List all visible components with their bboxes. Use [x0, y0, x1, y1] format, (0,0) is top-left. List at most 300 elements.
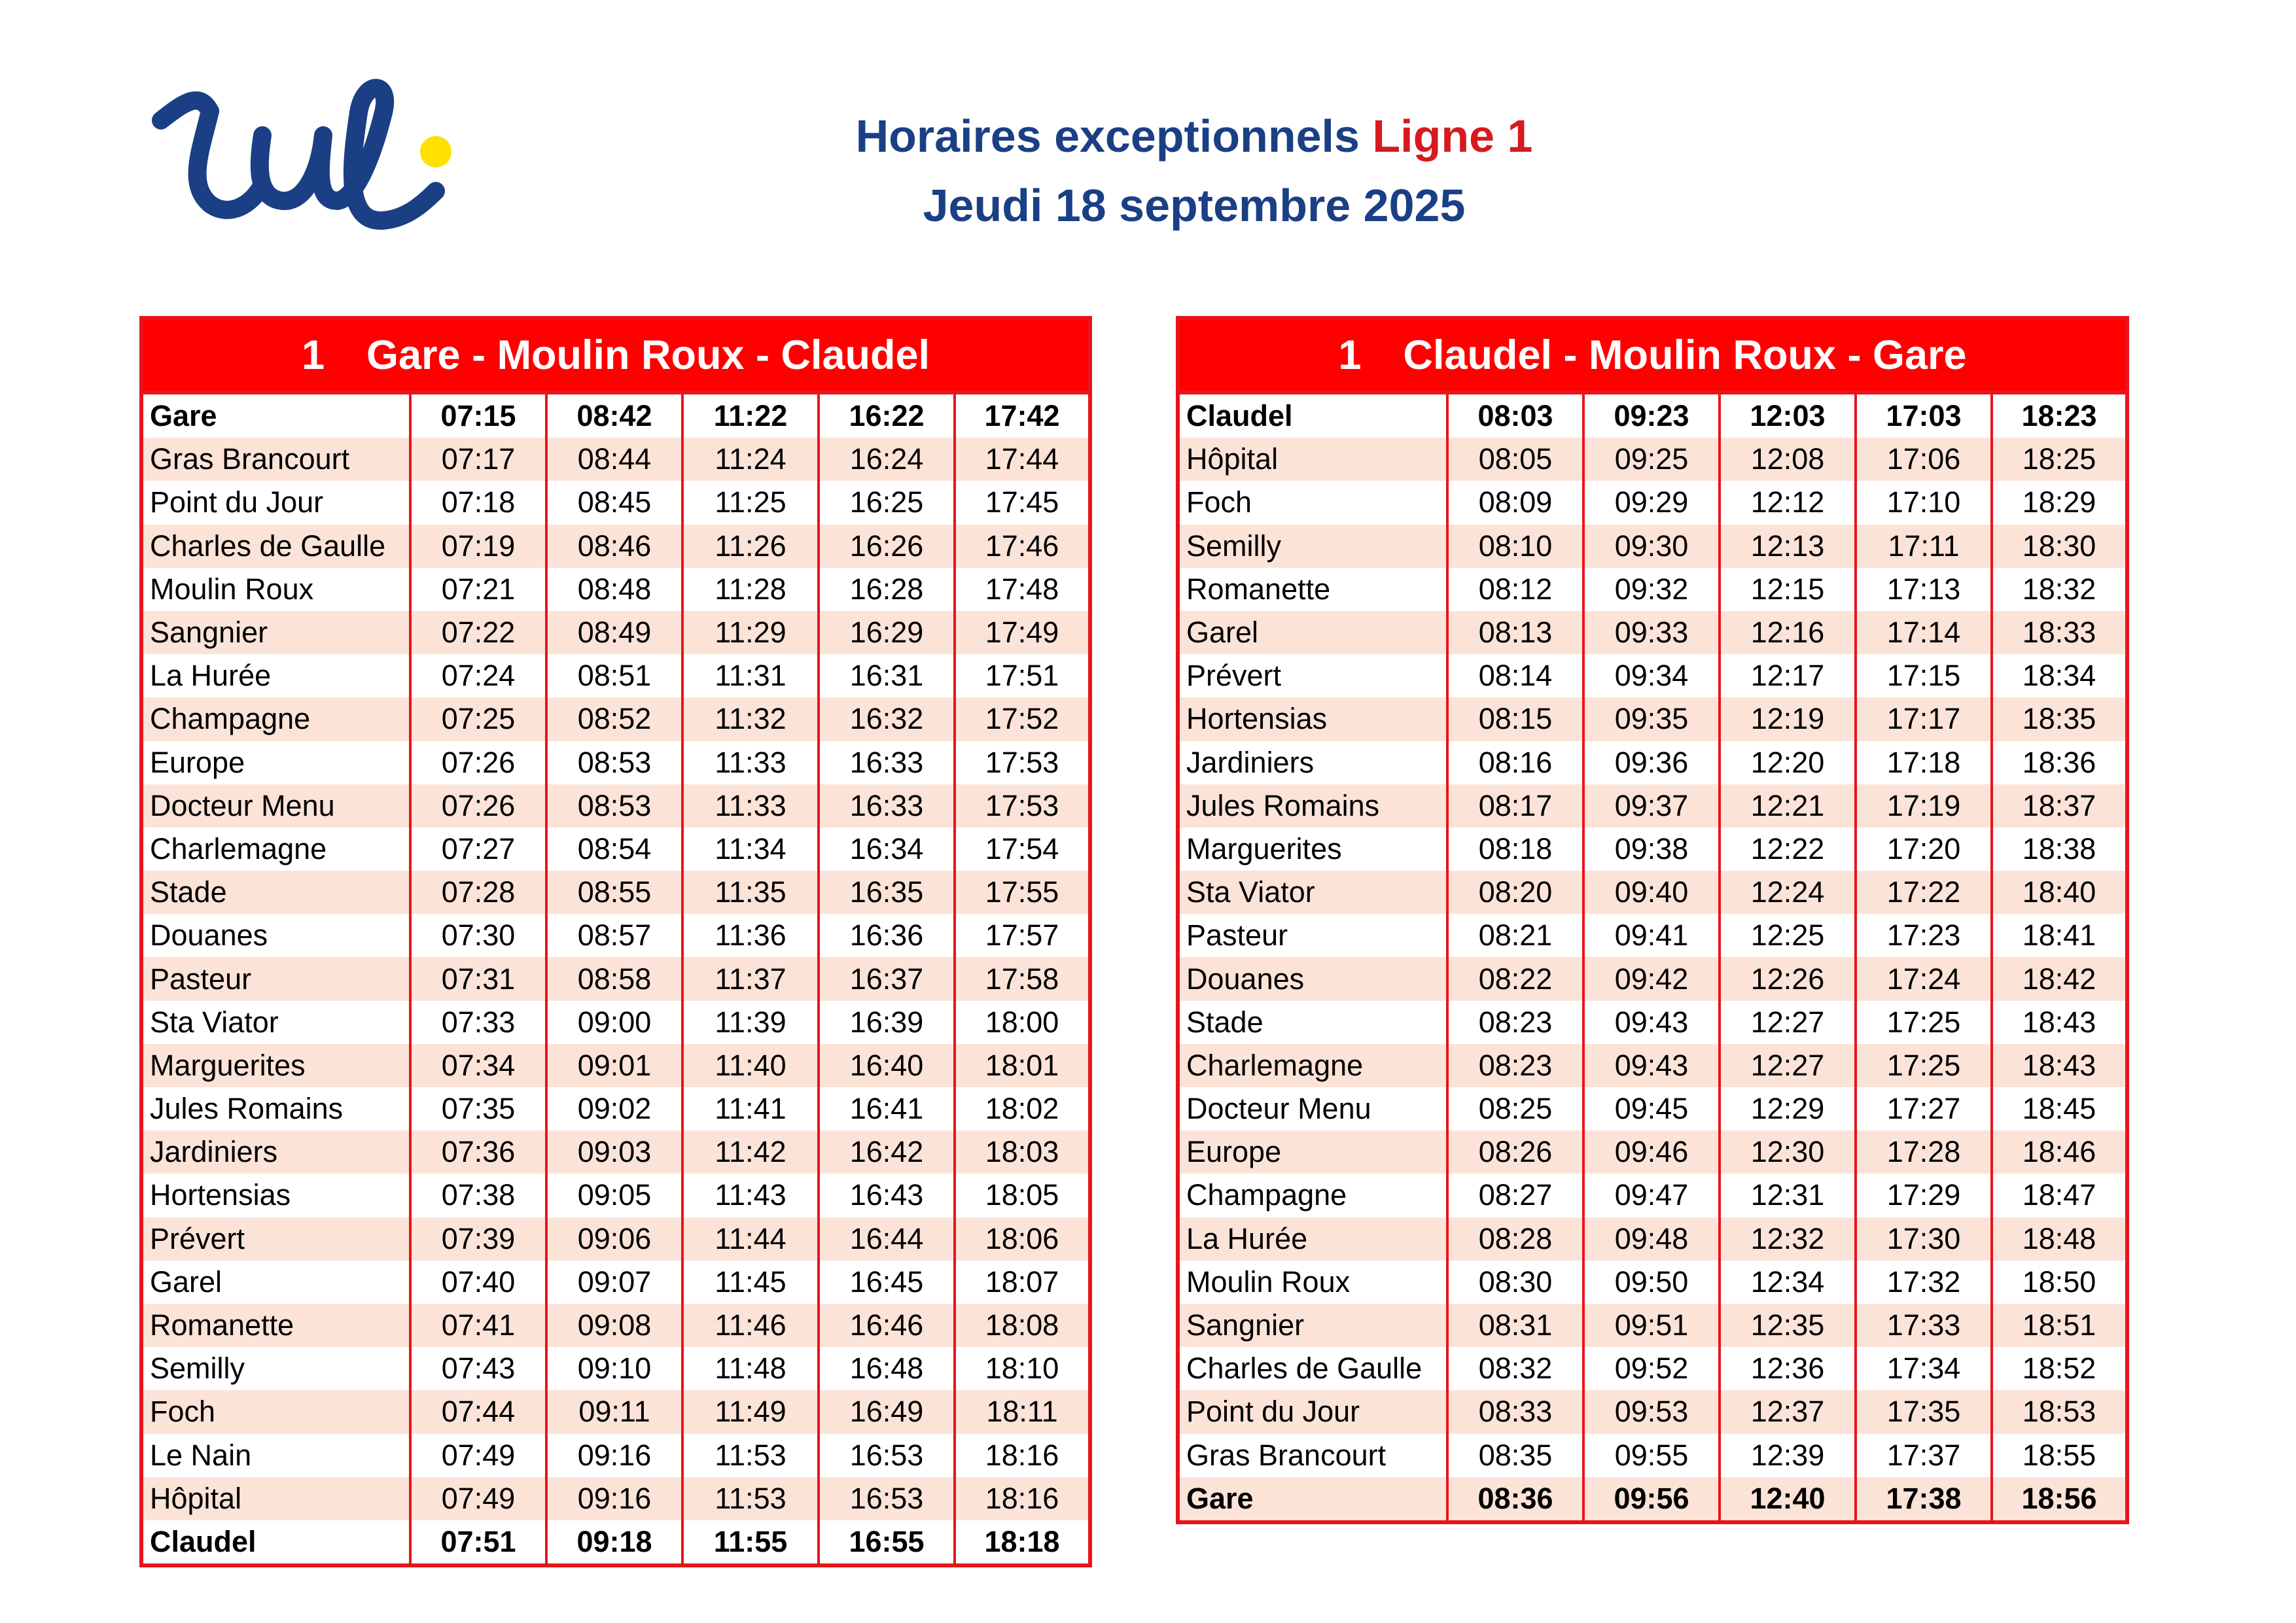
departure-time: 12:26: [1720, 957, 1856, 1000]
departure-time: 12:27: [1720, 1044, 1856, 1087]
departure-time: 17:51: [955, 654, 1090, 697]
stop-name: Hortensias: [141, 1174, 410, 1217]
stop-row: [1178, 828, 2127, 871]
departure-time: 09:33: [1583, 611, 1720, 654]
stop-row: [1178, 1434, 2127, 1477]
departure-time: 08:44: [546, 438, 682, 481]
departure-time: 18:05: [955, 1174, 1090, 1217]
stop-name: Jardiniers: [141, 1130, 410, 1174]
departure-time: 07:49: [410, 1434, 546, 1477]
stop-name: Europe: [1178, 1130, 1447, 1174]
stop-row: [1178, 697, 2127, 741]
departure-time: 09:10: [546, 1347, 682, 1390]
timetable-outbound: [139, 316, 1092, 1567]
departure-time: 07:33: [410, 1001, 546, 1044]
stop-row: [141, 957, 1090, 1000]
departure-time: 11:40: [682, 1044, 819, 1087]
departure-time: 09:07: [546, 1261, 682, 1304]
departure-time: 08:26: [1447, 1130, 1583, 1174]
stop-row: [1178, 1044, 2127, 1087]
stop-name: Pasteur: [1178, 914, 1447, 957]
stop-row: [141, 1434, 1090, 1477]
stop-row: [141, 871, 1090, 914]
departure-time: 17:30: [1856, 1217, 1992, 1261]
departure-time: 17:53: [955, 741, 1090, 784]
departure-time: 07:49: [410, 1477, 546, 1520]
stop-row: [141, 654, 1090, 697]
departure-time: 08:55: [546, 871, 682, 914]
stop-name: Marguerites: [141, 1044, 410, 1087]
stop-row: [1178, 654, 2127, 697]
stop-row: [1178, 393, 2127, 438]
departure-time: 17:35: [1856, 1390, 1992, 1433]
departure-time: 11:28: [682, 568, 819, 611]
departure-time: 07:39: [410, 1217, 546, 1261]
departure-time: 09:08: [546, 1304, 682, 1347]
departure-time: 12:35: [1720, 1304, 1856, 1347]
departure-time: 16:42: [819, 1130, 955, 1174]
departure-time: 07:34: [410, 1044, 546, 1087]
departure-time: 16:39: [819, 1001, 955, 1044]
departure-time: 09:00: [546, 1001, 682, 1044]
departure-time: 07:38: [410, 1174, 546, 1217]
departure-time: 09:23: [1583, 393, 1720, 438]
departure-time: 18:53: [1992, 1390, 2127, 1433]
departure-time: 16:43: [819, 1174, 955, 1217]
departure-time: 18:11: [955, 1390, 1090, 1433]
departure-time: 18:07: [955, 1261, 1090, 1304]
departure-time: 07:15: [410, 393, 546, 438]
departure-time: 16:45: [819, 1261, 955, 1304]
departure-time: 18:56: [1992, 1477, 2127, 1522]
departure-time: 11:25: [682, 481, 819, 524]
logo-yellow-dot: [420, 136, 451, 167]
departure-time: 12:22: [1720, 828, 1856, 871]
departure-time: 11:34: [682, 828, 819, 871]
departure-time: 17:57: [955, 914, 1090, 957]
stop-name: Prévert: [1178, 654, 1447, 697]
departure-time: 09:11: [546, 1390, 682, 1433]
stop-name: Gare: [1178, 1477, 1447, 1522]
stop-name: Docteur Menu: [141, 784, 410, 828]
stop-name: Semilly: [1178, 525, 1447, 568]
line-number: 1: [301, 332, 325, 378]
departure-time: 12:19: [1720, 697, 1856, 741]
departure-time: 08:35: [1447, 1434, 1583, 1477]
departure-time: 16:34: [819, 828, 955, 871]
departure-time: 17:45: [955, 481, 1090, 524]
departure-time: 11:29: [682, 611, 819, 654]
timetable-body: [1178, 393, 2127, 1522]
departure-time: 16:55: [819, 1520, 955, 1565]
stop-row: [1178, 1261, 2127, 1304]
stop-row: [1178, 1304, 2127, 1347]
stop-name: Romanette: [1178, 568, 1447, 611]
timetable-return: [1176, 316, 2129, 1524]
departure-time: 08:49: [546, 611, 682, 654]
departure-time: 11:35: [682, 871, 819, 914]
departure-time: 08:28: [1447, 1217, 1583, 1261]
departure-time: 08:52: [546, 697, 682, 741]
departure-time: 11:55: [682, 1520, 819, 1565]
departure-time: 09:40: [1583, 871, 1720, 914]
departure-time: 11:43: [682, 1174, 819, 1217]
departure-time: 11:32: [682, 697, 819, 741]
departure-time: 17:46: [955, 525, 1090, 568]
stop-name: Claudel: [1178, 393, 1447, 438]
departure-time: 08:21: [1447, 914, 1583, 957]
departure-time: 12:17: [1720, 654, 1856, 697]
departure-time: 16:32: [819, 697, 955, 741]
stop-row: [1178, 1087, 2127, 1130]
departure-time: 08:13: [1447, 611, 1583, 654]
departure-time: 12:03: [1720, 393, 1856, 438]
departure-time: 12:24: [1720, 871, 1856, 914]
departure-time: 18:34: [1992, 654, 2127, 697]
departure-time: 12:37: [1720, 1390, 1856, 1433]
departure-time: 07:35: [410, 1087, 546, 1130]
line-number: 1: [1338, 332, 1362, 378]
departure-time: 17:53: [955, 784, 1090, 828]
stop-row: [141, 828, 1090, 871]
departure-time: 16:28: [819, 568, 955, 611]
title-line-1: [739, 101, 1649, 171]
timetable-header: [1178, 318, 2127, 393]
departure-time: 17:22: [1856, 871, 1992, 914]
departure-time: 09:06: [546, 1217, 682, 1261]
departure-time: 09:16: [546, 1477, 682, 1520]
stop-name: La Hurée: [1178, 1217, 1447, 1261]
departure-time: 12:40: [1720, 1477, 1856, 1522]
stop-name: Semilly: [141, 1347, 410, 1390]
departure-time: 09:46: [1583, 1130, 1720, 1174]
departure-time: 17:32: [1856, 1261, 1992, 1304]
stop-row: [141, 393, 1090, 438]
stop-row: [141, 784, 1090, 828]
departure-time: 18:37: [1992, 784, 2127, 828]
departure-time: 08:57: [546, 914, 682, 957]
stop-name: Douanes: [141, 914, 410, 957]
departure-time: 09:32: [1583, 568, 1720, 611]
stop-name: Sangnier: [1178, 1304, 1447, 1347]
departure-time: 11:53: [682, 1434, 819, 1477]
departure-time: 08:53: [546, 741, 682, 784]
departure-time: 16:35: [819, 871, 955, 914]
stop-row: [141, 1390, 1090, 1433]
departure-time: 17:52: [955, 697, 1090, 741]
stop-name: Moulin Roux: [1178, 1261, 1447, 1304]
departure-time: 09:29: [1583, 481, 1720, 524]
departure-time: 17:44: [955, 438, 1090, 481]
stop-name: Gras Brancourt: [1178, 1434, 1447, 1477]
departure-time: 08:16: [1447, 741, 1583, 784]
departure-time: 16:36: [819, 914, 955, 957]
departure-time: 08:12: [1447, 568, 1583, 611]
departure-time: 08:53: [546, 784, 682, 828]
departure-time: 18:23: [1992, 393, 2127, 438]
stop-row: [141, 1130, 1090, 1174]
title-line-highlight: Ligne 1: [1372, 111, 1533, 162]
departure-time: 07:21: [410, 568, 546, 611]
departure-time: 07:22: [410, 611, 546, 654]
departure-time: 12:08: [1720, 438, 1856, 481]
stop-name: Moulin Roux: [141, 568, 410, 611]
stop-row: [1178, 741, 2127, 784]
departure-time: 17:03: [1856, 393, 1992, 438]
stop-row: [1178, 1217, 2127, 1261]
stop-row: [141, 1477, 1090, 1520]
departure-time: 08:22: [1447, 957, 1583, 1000]
departure-time: 07:31: [410, 957, 546, 1000]
stop-name: Prévert: [141, 1217, 410, 1261]
departure-time: 16:31: [819, 654, 955, 697]
departure-time: 07:36: [410, 1130, 546, 1174]
departure-time: 09:45: [1583, 1087, 1720, 1130]
departure-time: 09:43: [1583, 1001, 1720, 1044]
departure-time: 08:36: [1447, 1477, 1583, 1522]
stop-name: Marguerites: [1178, 828, 1447, 871]
departure-time: 09:55: [1583, 1434, 1720, 1477]
departure-time: 16:24: [819, 438, 955, 481]
departure-time: 12:16: [1720, 611, 1856, 654]
stop-row: [141, 1044, 1090, 1087]
departure-time: 16:41: [819, 1087, 955, 1130]
departure-time: 08:20: [1447, 871, 1583, 914]
stop-row: [1178, 611, 2127, 654]
departure-time: 18:25: [1992, 438, 2127, 481]
departure-time: 17:29: [1856, 1174, 1992, 1217]
departure-time: 18:03: [955, 1130, 1090, 1174]
departure-time: 07:17: [410, 438, 546, 481]
stop-name: Douanes: [1178, 957, 1447, 1000]
departure-time: 09:53: [1583, 1390, 1720, 1433]
stop-row: [141, 525, 1090, 568]
stop-name: La Hurée: [141, 654, 410, 697]
stop-row: [1178, 1477, 2127, 1522]
departure-time: 18:55: [1992, 1434, 2127, 1477]
departure-time: 16:53: [819, 1434, 955, 1477]
stop-name: Sta Viator: [141, 1001, 410, 1044]
departure-time: 16:44: [819, 1217, 955, 1261]
departure-time: 17:11: [1856, 525, 1992, 568]
page-title: [739, 101, 1649, 240]
departure-time: 08:48: [546, 568, 682, 611]
departure-time: 08:51: [546, 654, 682, 697]
departure-time: 16:33: [819, 784, 955, 828]
stop-name: Sta Viator: [1178, 871, 1447, 914]
departure-time: 18:16: [955, 1434, 1090, 1477]
departure-time: 12:29: [1720, 1087, 1856, 1130]
stop-name: Docteur Menu: [1178, 1087, 1447, 1130]
stop-row: [1178, 525, 2127, 568]
departure-time: 17:13: [1856, 568, 1992, 611]
departure-time: 08:18: [1447, 828, 1583, 871]
stop-row: [141, 1001, 1090, 1044]
stop-row: [1178, 568, 2127, 611]
departure-time: 12:27: [1720, 1001, 1856, 1044]
departure-time: 09:16: [546, 1434, 682, 1477]
stop-row: [141, 1261, 1090, 1304]
stop-row: [1178, 871, 2127, 914]
departure-time: 17:23: [1856, 914, 1992, 957]
departure-time: 17:49: [955, 611, 1090, 654]
stop-name: Stade: [1178, 1001, 1447, 1044]
departure-time: 18:47: [1992, 1174, 2127, 1217]
stop-row: [1178, 914, 2127, 957]
departure-time: 07:30: [410, 914, 546, 957]
departure-time: 17:27: [1856, 1087, 1992, 1130]
departure-time: 09:02: [546, 1087, 682, 1130]
departure-time: 09:01: [546, 1044, 682, 1087]
departure-time: 17:34: [1856, 1347, 1992, 1390]
departure-time: 08:32: [1447, 1347, 1583, 1390]
departure-time: 12:32: [1720, 1217, 1856, 1261]
stop-row: [1178, 1174, 2127, 1217]
stop-name: Garel: [141, 1261, 410, 1304]
departure-time: 07:26: [410, 741, 546, 784]
stop-name: Point du Jour: [141, 481, 410, 524]
departure-time: 18:52: [1992, 1347, 2127, 1390]
stop-row: [1178, 481, 2127, 524]
departure-time: 17:42: [955, 393, 1090, 438]
departure-time: 11:53: [682, 1477, 819, 1520]
departure-time: 17:55: [955, 871, 1090, 914]
departure-time: 08:23: [1447, 1044, 1583, 1087]
stop-row: [141, 1174, 1090, 1217]
departure-time: 18:45: [1992, 1087, 2127, 1130]
departure-time: 09:05: [546, 1174, 682, 1217]
departure-time: 17:20: [1856, 828, 1992, 871]
departure-time: 18:36: [1992, 741, 2127, 784]
departure-time: 11:41: [682, 1087, 819, 1130]
departure-time: 09:56: [1583, 1477, 1720, 1522]
departure-time: 11:26: [682, 525, 819, 568]
departure-time: 08:03: [1447, 393, 1583, 438]
stop-name: Hôpital: [1178, 438, 1447, 481]
departure-time: 16:37: [819, 957, 955, 1000]
departure-time: 16:33: [819, 741, 955, 784]
title-date: Jeudi 18 septembre 2025: [923, 180, 1466, 231]
stop-row: [141, 611, 1090, 654]
stop-row: [141, 438, 1090, 481]
departure-time: 11:37: [682, 957, 819, 1000]
departure-time: 11:24: [682, 438, 819, 481]
departure-time: 09:03: [546, 1130, 682, 1174]
departure-time: 16:40: [819, 1044, 955, 1087]
departure-time: 18:46: [1992, 1130, 2127, 1174]
departure-time: 17:37: [1856, 1434, 1992, 1477]
stop-row: [141, 481, 1090, 524]
stop-name: Garel: [1178, 611, 1447, 654]
departure-time: 08:58: [546, 957, 682, 1000]
stop-row: [141, 1087, 1090, 1130]
departure-time: 11:33: [682, 784, 819, 828]
departure-time: 11:44: [682, 1217, 819, 1261]
departure-time: 12:39: [1720, 1434, 1856, 1477]
departure-time: 08:33: [1447, 1390, 1583, 1433]
departure-time: 09:48: [1583, 1217, 1720, 1261]
stop-row: [141, 1217, 1090, 1261]
departure-time: 08:45: [546, 481, 682, 524]
stop-row: [141, 568, 1090, 611]
departure-time: 09:52: [1583, 1347, 1720, 1390]
departure-time: 17:33: [1856, 1304, 1992, 1347]
departure-time: 07:27: [410, 828, 546, 871]
departure-time: 16:22: [819, 393, 955, 438]
title-prefix: Horaires exceptionnels: [855, 111, 1360, 162]
departure-time: 09:18: [546, 1520, 682, 1565]
stop-name: Point du Jour: [1178, 1390, 1447, 1433]
departure-time: 16:48: [819, 1347, 955, 1390]
stop-row: [1178, 1390, 2127, 1433]
stop-name: Pasteur: [141, 957, 410, 1000]
departure-time: 12:13: [1720, 525, 1856, 568]
departure-time: 12:12: [1720, 481, 1856, 524]
departure-time: 18:10: [955, 1347, 1090, 1390]
departure-time: 18:02: [955, 1087, 1090, 1130]
departure-time: 09:34: [1583, 654, 1720, 697]
departure-time: 17:14: [1856, 611, 1992, 654]
stop-name: Charlemagne: [1178, 1044, 1447, 1087]
stop-name: Gras Brancourt: [141, 438, 410, 481]
departure-time: 18:00: [955, 1001, 1090, 1044]
departure-time: 18:32: [1992, 568, 2127, 611]
departure-time: 11:49: [682, 1390, 819, 1433]
stop-row: [141, 1347, 1090, 1390]
departure-time: 09:35: [1583, 697, 1720, 741]
departure-time: 07:40: [410, 1261, 546, 1304]
departure-time: 08:15: [1447, 697, 1583, 741]
departure-time: 08:23: [1447, 1001, 1583, 1044]
departure-time: 17:24: [1856, 957, 1992, 1000]
departure-time: 18:51: [1992, 1304, 2127, 1347]
timetable-header: [141, 318, 1090, 393]
stop-name: Jules Romains: [141, 1087, 410, 1130]
departure-time: 08:10: [1447, 525, 1583, 568]
departure-time: 08:05: [1447, 438, 1583, 481]
departure-time: 09:50: [1583, 1261, 1720, 1304]
departure-time: 08:46: [546, 525, 682, 568]
departure-time: 11:42: [682, 1130, 819, 1174]
departure-time: 07:51: [410, 1520, 546, 1565]
route-name: Gare - Moulin Roux - Claudel: [366, 332, 930, 378]
departure-time: 17:10: [1856, 481, 1992, 524]
departure-time: 12:25: [1720, 914, 1856, 957]
route-name: Claudel - Moulin Roux - Gare: [1403, 332, 1967, 378]
departure-time: 09:38: [1583, 828, 1720, 871]
departure-time: 07:24: [410, 654, 546, 697]
stop-name: Romanette: [141, 1304, 410, 1347]
departure-time: 17:48: [955, 568, 1090, 611]
stop-name: Hortensias: [1178, 697, 1447, 741]
departure-time: 07:18: [410, 481, 546, 524]
departure-time: 08:27: [1447, 1174, 1583, 1217]
departure-time: 18:18: [955, 1520, 1090, 1565]
departure-time: 08:54: [546, 828, 682, 871]
departure-time: 07:28: [410, 871, 546, 914]
departure-time: 08:09: [1447, 481, 1583, 524]
stop-row: [1178, 957, 2127, 1000]
departure-time: 11:39: [682, 1001, 819, 1044]
stop-name: Le Nain: [141, 1434, 410, 1477]
departure-time: 07:43: [410, 1347, 546, 1390]
departure-time: 18:38: [1992, 828, 2127, 871]
departure-time: 17:19: [1856, 784, 1992, 828]
stop-row: [1178, 784, 2127, 828]
departure-time: 09:37: [1583, 784, 1720, 828]
departure-time: 18:48: [1992, 1217, 2127, 1261]
stop-name: Europe: [141, 741, 410, 784]
